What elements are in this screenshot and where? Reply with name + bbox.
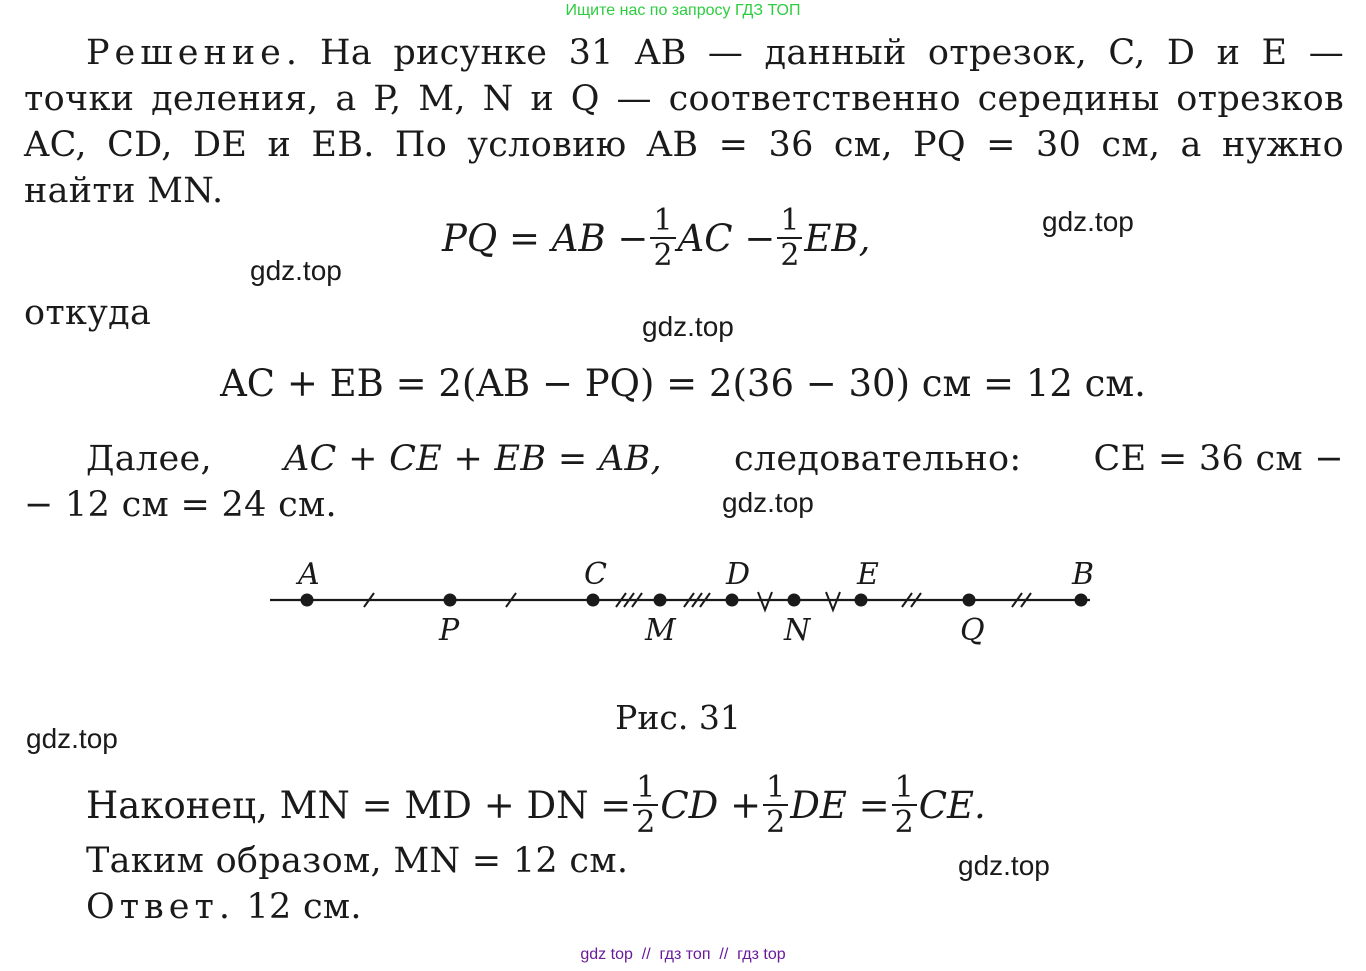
conclusion-line: Таким образом, MN = 12 см. — [86, 841, 629, 881]
paragraph-text: На рисунке 31 AB — данный отрезок, C, D и E — — [320, 33, 1344, 73]
point-m — [654, 594, 667, 607]
point-b — [1075, 594, 1088, 607]
watermark: gdz.top — [722, 487, 814, 518]
equation-part: CE. — [918, 783, 986, 827]
whence-text: откуда — [24, 293, 152, 333]
fraction-half — [763, 771, 788, 839]
paragraph-line — [86, 436, 1344, 482]
equation-part: AC − — [677, 216, 776, 260]
label-c: C — [584, 557, 607, 592]
point-c — [587, 594, 600, 607]
paragraph-line: найти MN. — [24, 171, 224, 211]
watermark: gdz.top — [958, 850, 1050, 881]
point-e — [855, 594, 868, 607]
fraction-numerator: 1 — [650, 204, 675, 239]
point-p — [444, 594, 457, 607]
fraction-numerator: 1 — [633, 771, 658, 806]
label-a: A — [298, 557, 320, 592]
answer-label: Ответ. — [86, 887, 235, 927]
fraction-half — [650, 204, 675, 272]
equation-part: PQ = AB − — [442, 216, 649, 260]
segment-figure — [260, 550, 1110, 660]
point-q — [963, 594, 976, 607]
watermark: gdz.top — [26, 723, 118, 754]
label-d: D — [726, 557, 751, 592]
paragraph-line: точки деления, а P, M, N и Q — соответственно середины отрезков — [24, 79, 1344, 119]
fraction-numerator: 1 — [892, 771, 917, 806]
label-p: P — [439, 613, 460, 648]
answer-line — [86, 884, 362, 930]
label-m: M — [645, 613, 676, 648]
equation-mn — [86, 764, 986, 846]
point-a — [301, 594, 314, 607]
paragraph-text: AC + CE + EB = AB, — [283, 439, 662, 479]
fraction-half — [633, 771, 658, 839]
paragraph-text: следовательно: — [733, 439, 1022, 479]
label-q: Q — [960, 613, 985, 648]
label-e: E — [857, 557, 879, 592]
header-search-link[interactable]: Ищите нас по запросу ГДЗ ТОП — [565, 2, 801, 19]
fraction-denominator: 2 — [766, 805, 786, 840]
answer-value: 12 см. — [246, 887, 362, 927]
footer-links[interactable]: gdz top // гдз топ // гдз top — [580, 946, 786, 963]
equation-part: EB, — [804, 216, 871, 260]
watermark: gdz.top — [1042, 206, 1134, 237]
point-n — [788, 594, 801, 607]
equation-part: CD + — [660, 783, 762, 827]
paragraph-text: CE = 36 см − — [1093, 439, 1344, 479]
label-n: N — [784, 613, 811, 648]
equation-part: Наконец, MN = MD + DN = — [86, 783, 632, 827]
label-b: B — [1072, 557, 1095, 592]
fraction-half — [892, 771, 917, 839]
paragraph-text: Далее, — [86, 439, 212, 479]
solution-label: Решение. — [86, 33, 303, 73]
equation-part: DE = — [790, 783, 890, 827]
fraction-denominator: 2 — [653, 238, 673, 273]
watermark: gdz.top — [250, 255, 342, 286]
paragraph-line: − 12 см = 24 см. — [24, 485, 337, 525]
figure-caption: Рис. 31 — [615, 698, 741, 737]
fraction-half — [777, 204, 802, 272]
fraction-numerator: 1 — [777, 204, 802, 239]
fraction-denominator: 2 — [780, 238, 800, 273]
equation-ac-eb: AC + EB = 2(AB − PQ) = 2(36 − 30) см = 12 см. — [220, 362, 1146, 405]
watermark: gdz.top — [642, 311, 734, 342]
fraction-numerator: 1 — [763, 771, 788, 806]
fraction-denominator: 2 — [894, 805, 914, 840]
equation-pq — [442, 198, 870, 278]
fraction-denominator: 2 — [636, 805, 656, 840]
paragraph-line — [86, 30, 1344, 76]
point-d — [726, 594, 739, 607]
paragraph-line: AC, CD, DE и EB. По условию AB = 36 см, PQ = 30 см, а нужно — [24, 125, 1344, 165]
